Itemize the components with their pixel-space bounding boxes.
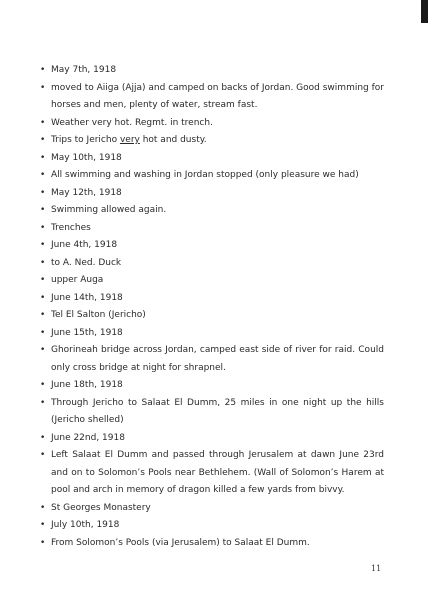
bullet-icon: • xyxy=(40,450,46,460)
diary-entry: • July 10th, 1918 xyxy=(40,517,384,535)
diary-entry: • upper Auga xyxy=(40,272,384,290)
diary-entry: • All swimming and washing in Jordan stopped (only pleasure we had) xyxy=(40,167,384,185)
diary-entry: • Ghorineah bridge across Jordan, camped east side of river for raid. Could only cross bridge at night for shrapnel. xyxy=(40,342,384,377)
bullet-icon: • xyxy=(40,502,46,513)
diary-entry: • moved to Aiiga (Ajja) and camped on backs of Jordan. Good swimming for horses and men, plenty of water, stream fast. xyxy=(40,80,384,115)
bullet-icon: • xyxy=(40,222,46,233)
bullet-icon: • xyxy=(40,205,46,215)
bullet-icon: • xyxy=(40,397,46,408)
diary-entry: • May 10th, 1918 xyxy=(40,150,384,168)
diary-entry: • From Solomon’s Pools (via Jerusalem) to Salaat El Dumm. xyxy=(40,535,384,553)
page-edge-mark xyxy=(421,0,428,23)
diary-entry: • June 4th, 1918 xyxy=(40,237,384,255)
diary-entry: • June 22nd, 1918 xyxy=(40,430,384,448)
bullet-icon: • xyxy=(40,310,46,320)
diary-entry: • Through Jericho to Salaat El Dumm, 25 miles in one night up the hills (Jericho shelled) xyxy=(40,395,384,430)
diary-entry: • St Georges Monastery xyxy=(40,500,384,518)
bullet-icon: • xyxy=(40,345,46,355)
diary-entry: • Trips to Jericho very hot and dusty. xyxy=(40,132,384,150)
bullet-icon: • xyxy=(40,432,46,443)
bullet-icon: • xyxy=(40,65,46,75)
bullet-icon: • xyxy=(40,117,46,128)
bullet-icon: • xyxy=(40,170,46,180)
bullet-icon: • xyxy=(40,380,46,390)
bullet-icon: • xyxy=(40,537,46,548)
bullet-icon: • xyxy=(40,520,46,530)
bullet-icon: • xyxy=(40,240,46,250)
bullet-icon: • xyxy=(40,135,46,145)
diary-entry: • June 18th, 1918 xyxy=(40,377,384,395)
diary-entry-list xyxy=(40,62,384,552)
diary-entry: • Weather very hot. Regmt. in trench. xyxy=(40,115,384,133)
diary-entry: • June 14th, 1918 xyxy=(40,290,384,308)
bullet-icon: • xyxy=(40,152,46,163)
diary-entry: • Tel El Salton (Jericho) xyxy=(40,307,384,325)
diary-entry: • Left Salaat El Dumm and passed through Jerusalem at dawn June 23rd and on to Solomon’s Pools near Bethlehem. (Wall of Solomon’s Harem at pool and arch in memory of dragon killed a few yards from bivvy. xyxy=(40,447,384,500)
bullet-icon: • xyxy=(40,82,46,93)
bullet-icon: • xyxy=(40,292,46,303)
bullet-icon: • xyxy=(40,257,46,268)
diary-entry: • May 12th, 1918 xyxy=(40,185,384,203)
diary-entry: • June 15th, 1918 xyxy=(40,325,384,343)
diary-entry: • May 7th, 1918 xyxy=(40,62,384,80)
bullet-icon: • xyxy=(40,187,46,198)
diary-entry: • Swimming allowed again. xyxy=(40,202,384,220)
underlined-word: very xyxy=(119,135,140,145)
diary-entry: • to A. Ned. Duck xyxy=(40,255,384,273)
diary-entry: • Trenches xyxy=(40,220,384,238)
bullet-icon: • xyxy=(40,275,46,285)
page-number: 11 xyxy=(371,564,382,573)
bullet-icon: • xyxy=(40,327,46,338)
